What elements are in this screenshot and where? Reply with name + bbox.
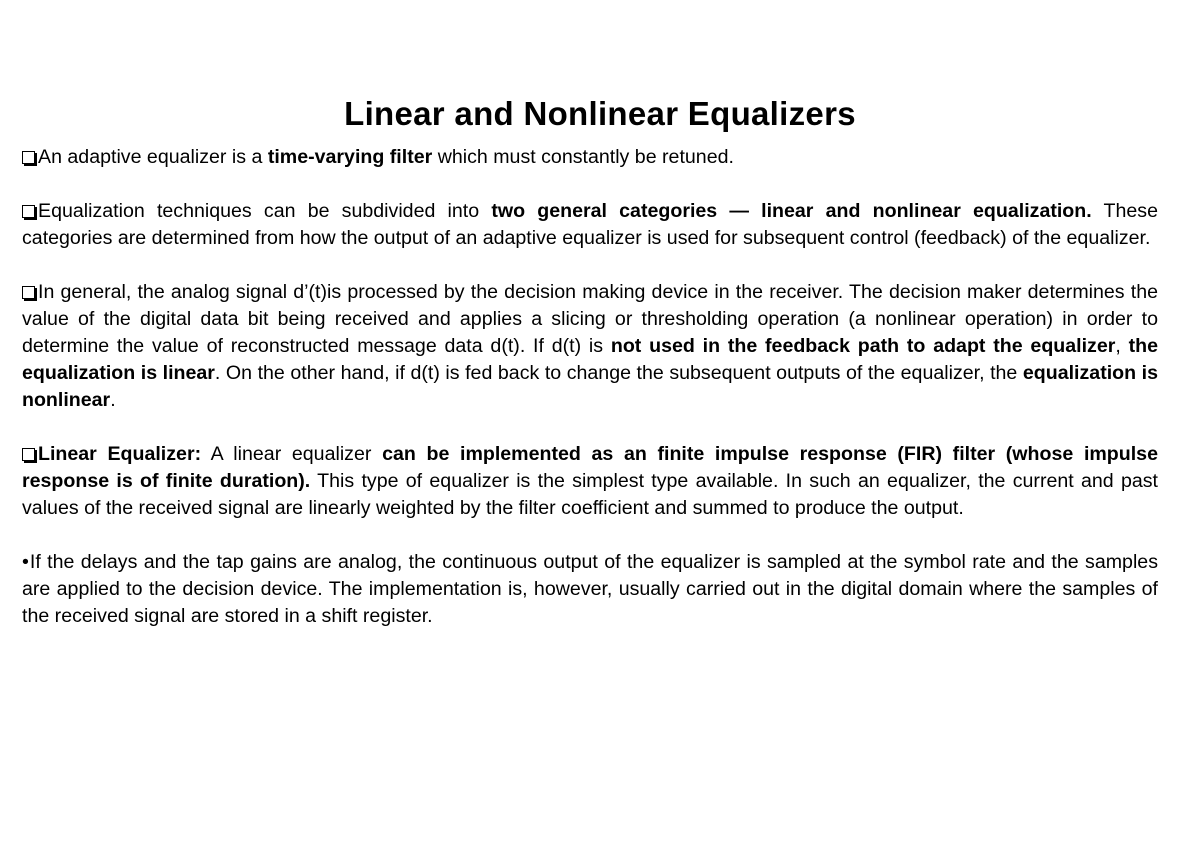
- text-segment: . On the other hand, if d(t) is fed back to change the subsequent outputs of the equalizer, the: [214, 362, 1023, 384]
- square-bullet-icon: [22, 205, 35, 218]
- text-segment: These categories are determined from how the output of an adaptive equalizer is used for subsequent control (feedback) of the equalizer.: [22, 200, 1158, 249]
- text-segment: Equalization techniques can be subdivided into: [38, 200, 492, 222]
- bold-text-segment: time-varying filter: [267, 146, 433, 168]
- square-bullet-icon: [22, 448, 35, 461]
- text-segment: .: [110, 389, 116, 411]
- text-segment: which must constantly be retuned.: [432, 146, 734, 168]
- slide-body: [22, 144, 1158, 630]
- text-segment: ,: [1115, 335, 1129, 357]
- bold-text-segment: Linear Equalizer:: [38, 443, 202, 465]
- bullet-paragraph: [22, 279, 1158, 414]
- slide-title: Linear and Nonlinear Equalizers: [344, 95, 856, 132]
- bullet-paragraph: [22, 441, 1158, 522]
- bold-text-segment: can be implemented as an finite impulse response (FIR) filter (whose impulse response is of finite duration).: [22, 443, 1158, 492]
- bullet-paragraph: [22, 198, 1158, 252]
- text-segment: A linear equalizer: [201, 443, 383, 465]
- bold-text-segment: two general categories — linear and nonlinear equalization.: [491, 200, 1092, 222]
- text-segment: In general, the analog signal d’(t)is processed by the decision making device in the receiver. The decision maker determines the value of the digital data bit being received and applies a slicing or thresholding operation (a nonlinear operation) in order to determine the value of reconstructed message data d(t). If d(t) is: [22, 281, 1158, 357]
- bullet-paragraph: [22, 549, 1158, 630]
- square-bullet-icon: [22, 286, 35, 299]
- dot-bullet-icon: •: [22, 551, 29, 573]
- bold-text-segment: not used in the feedback path to adapt the equalizer: [610, 335, 1116, 357]
- square-bullet-icon: [22, 151, 35, 164]
- text-segment: If the delays and the tap gains are analog, the continuous output of the equalizer is sampled at the symbol rate and the samples are applied to the decision device. The implementation is, however, usually carried out in the digital domain where the samples of the received signal are stored in a shift register.: [22, 551, 1158, 627]
- bold-text-segment: equalization is nonlinear: [22, 362, 1158, 411]
- text-segment: An adaptive equalizer is a: [38, 146, 268, 168]
- bullet-paragraph: [22, 144, 1158, 171]
- bold-text-segment: the equalization is linear: [22, 335, 1158, 384]
- text-segment: This type of equalizer is the simplest type available. In such an equalizer, the current and past values of the received signal are linearly weighted by the filter coefficient and summed to produce the output.: [22, 470, 1158, 519]
